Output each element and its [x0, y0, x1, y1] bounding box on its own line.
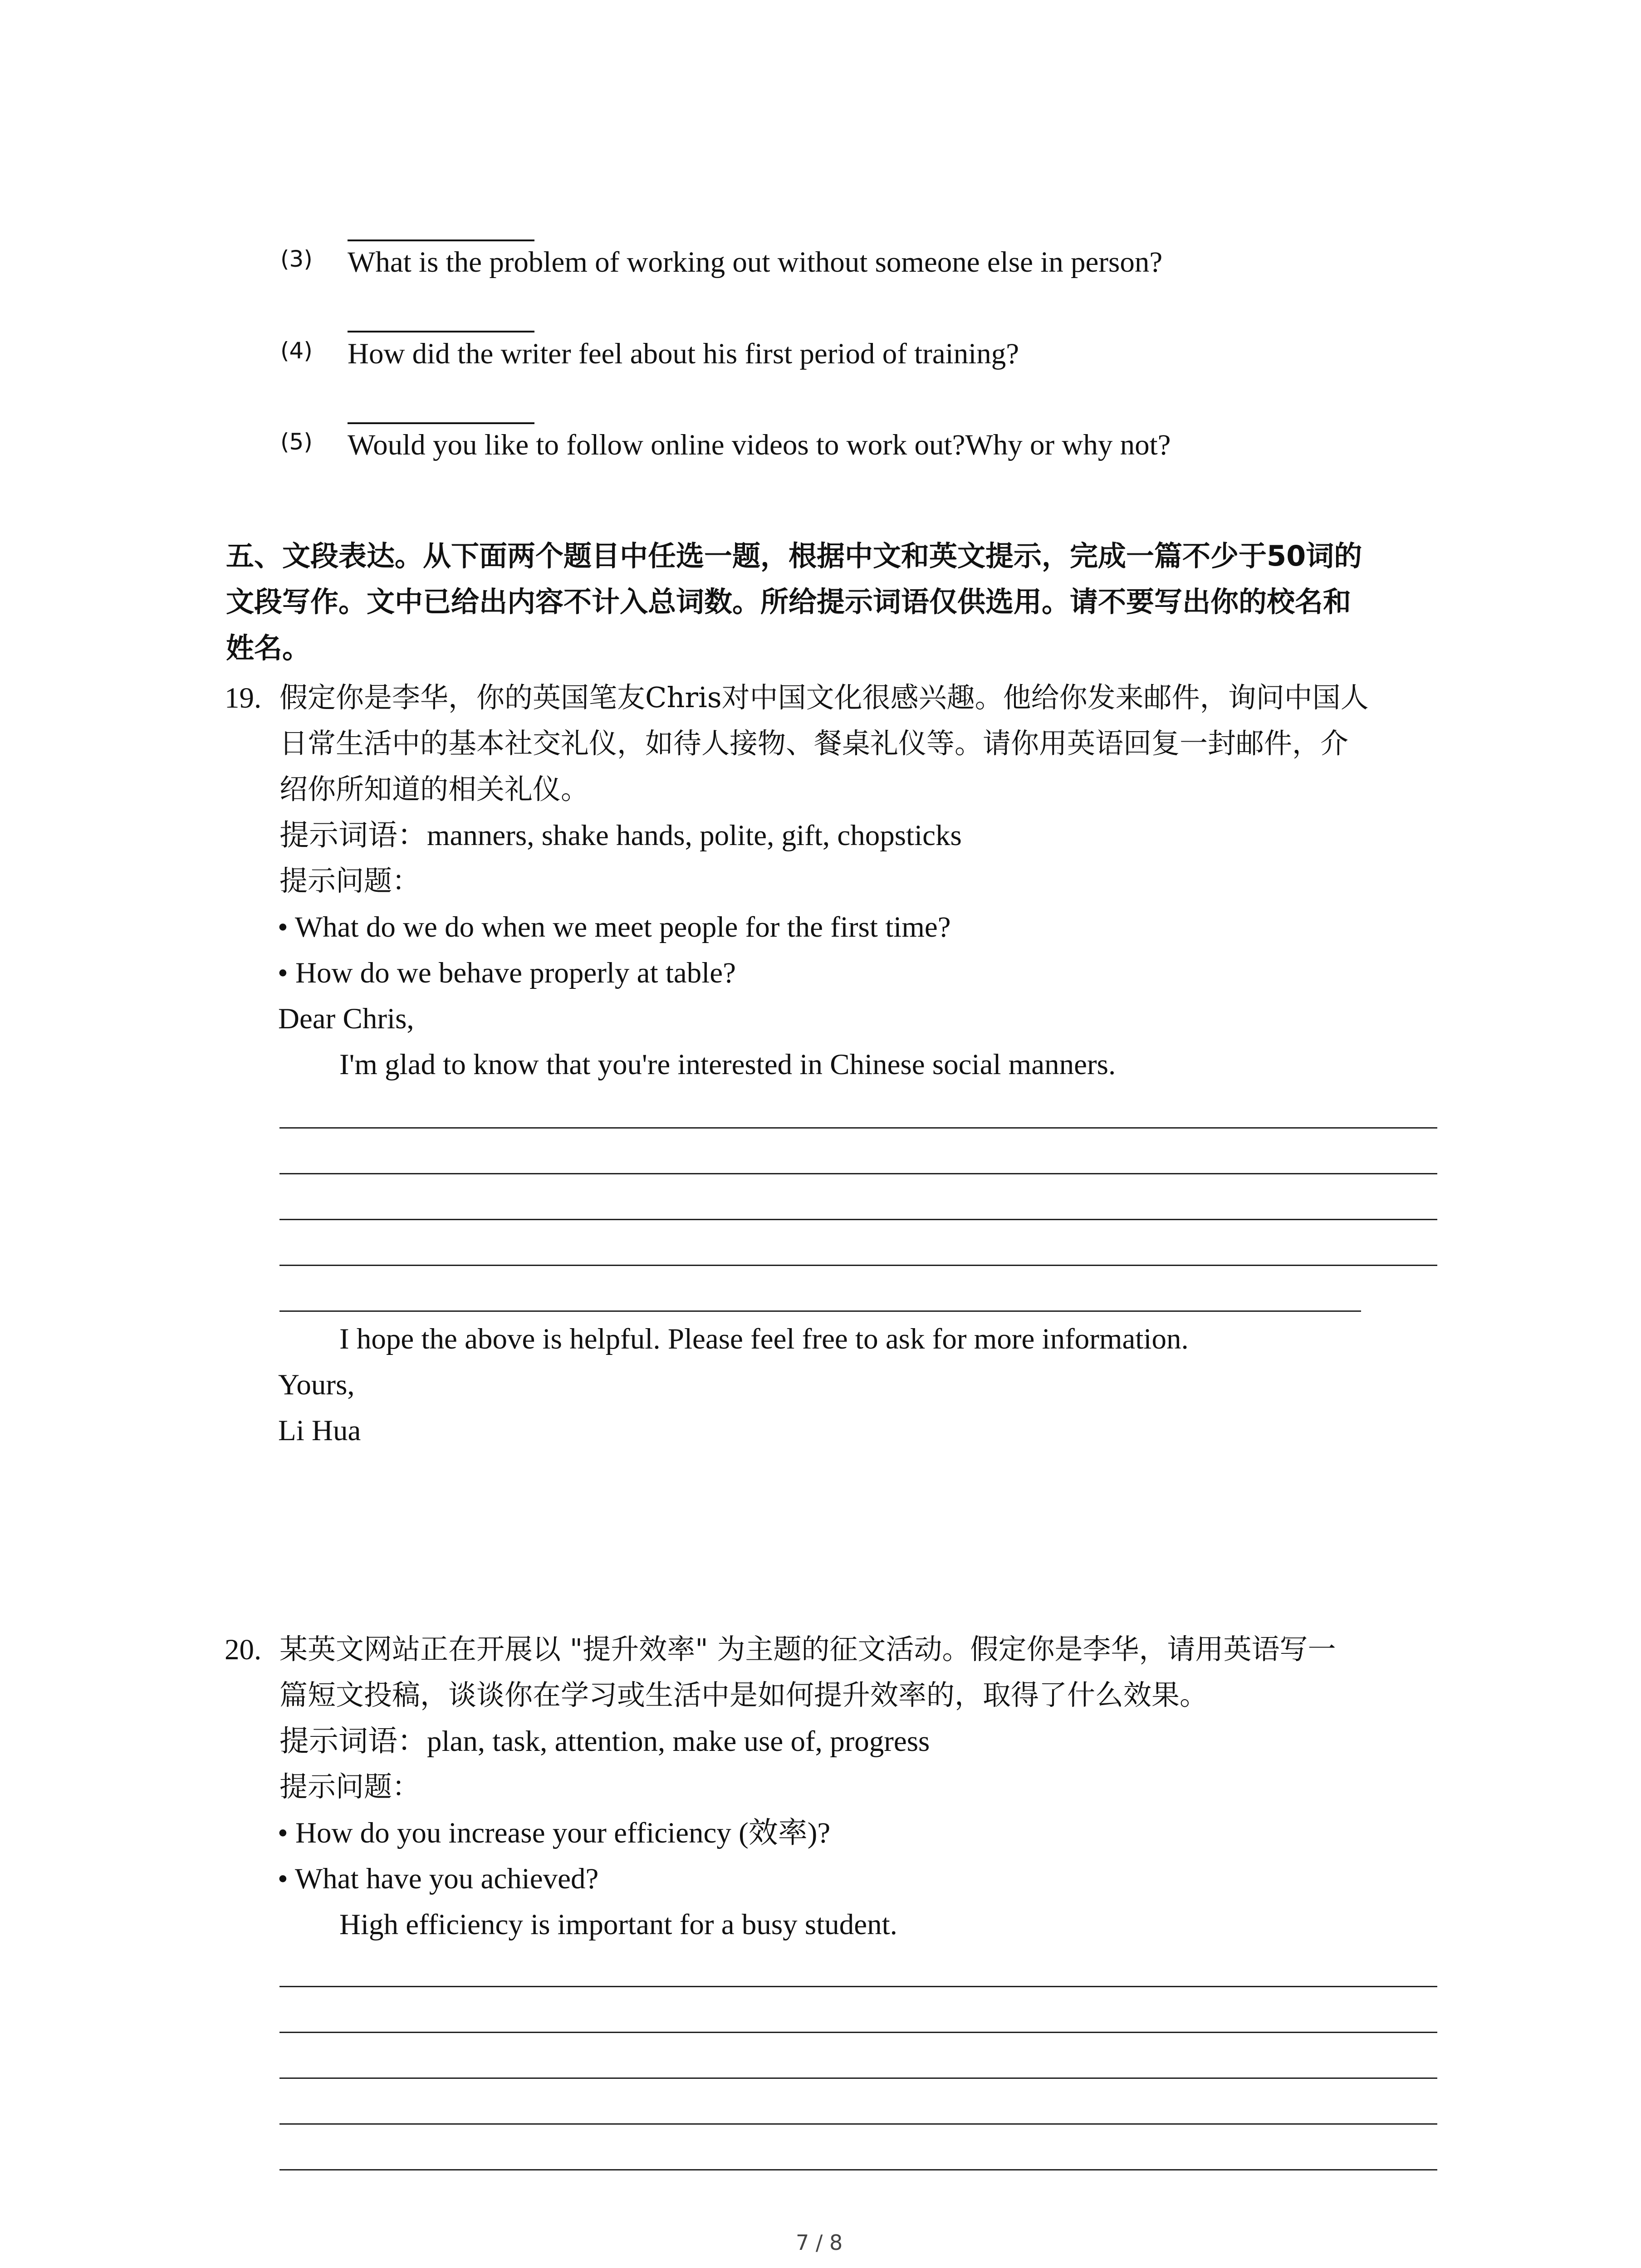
- section-heading: 文段写作。文中已给出内容不计入总词数。所给提示词语仅供选用。请不要写出你的校名和: [226, 585, 1352, 618]
- hint-questions-label: 提示问题：: [279, 864, 421, 897]
- answer-blank-3[interactable]: [348, 240, 534, 241]
- letter-signature: Li Hua: [278, 1414, 361, 1447]
- question-text: Would you like to follow online videos to work out?Why or why not?: [348, 429, 1171, 461]
- writing-line[interactable]: [279, 1219, 1437, 1220]
- letter-salutation: Dear Chris,: [278, 1002, 414, 1035]
- page-number: 7 / 8: [796, 2230, 843, 2255]
- question-text: What is the problem of working out without someone else in person?: [348, 246, 1163, 279]
- question-number: (5): [280, 429, 313, 455]
- section-heading: 五、文段表达。从下面两个题目中任选一题，根据中文和英文提示，完成一篇不少于50词的: [226, 539, 1362, 572]
- writing-line[interactable]: [279, 1986, 1437, 1987]
- writing-line[interactable]: [279, 1173, 1437, 1174]
- question-text: How did the writer feel about his first period of training?: [348, 337, 1019, 370]
- prompt-text: 假定你是李华，你的英国笔友Chris对中国文化很感兴趣。他给你发来邮件，询问中国人: [279, 681, 1369, 714]
- question-number: 19.: [225, 682, 262, 714]
- writing-line[interactable]: [279, 2123, 1437, 2125]
- letter-sign-off: Yours,: [278, 1369, 355, 1401]
- prompt-text: 某英文网站正在开展以 "提升效率" 为主题的征文活动。假定你是李华，请用英语写一: [279, 1633, 1336, 1666]
- writing-line[interactable]: [279, 2077, 1437, 2079]
- answer-blank-5[interactable]: [348, 422, 534, 424]
- writing-line[interactable]: [279, 1265, 1437, 1266]
- letter-opening: I'm glad to know that you're interested in Chinese social manners.: [339, 1048, 1116, 1081]
- writing-line[interactable]: [279, 1127, 1437, 1129]
- prompt-text: 日常生活中的基本社交礼仪，如待人接物、餐桌礼仪等。请你用英语回复一封邮件，介: [279, 727, 1349, 760]
- hint-question-bullet: • How do you increase your efficiency (效率)?: [278, 1817, 831, 1849]
- hint-words: 提示词语：manners, shake hands, polite, gift, chopsticks: [279, 819, 962, 852]
- section-heading: 姓名。: [226, 631, 311, 665]
- hint-questions-label: 提示问题：: [279, 1770, 421, 1803]
- hint-question-bullet: • What do we do when we meet people for the first time?: [278, 911, 951, 943]
- hint-question-bullet: • How do we behave properly at table?: [278, 957, 736, 989]
- prompt-text: 篇短文投稿，谈谈你在学习或生活中是如何提升效率的，取得了什么效果。: [279, 1678, 1208, 1711]
- hint-words: 提示词语：plan, task, attention, make use of, progress: [279, 1725, 930, 1758]
- question-number: (3): [280, 246, 313, 272]
- prompt-text: 绍你所知道的相关礼仪。: [279, 772, 589, 806]
- writing-line[interactable]: [279, 1310, 1361, 1312]
- essay-opening: High efficiency is important for a busy student.: [339, 1908, 897, 1941]
- hint-question-bullet: • What have you achieved?: [278, 1862, 599, 1895]
- writing-line[interactable]: [279, 2032, 1437, 2033]
- question-number: (4): [280, 337, 313, 364]
- letter-closing: I hope the above is helpful. Please feel free to ask for more information.: [339, 1323, 1189, 1355]
- question-number: 20.: [225, 1633, 262, 1666]
- answer-blank-4[interactable]: [348, 331, 534, 332]
- writing-line[interactable]: [279, 2169, 1437, 2170]
